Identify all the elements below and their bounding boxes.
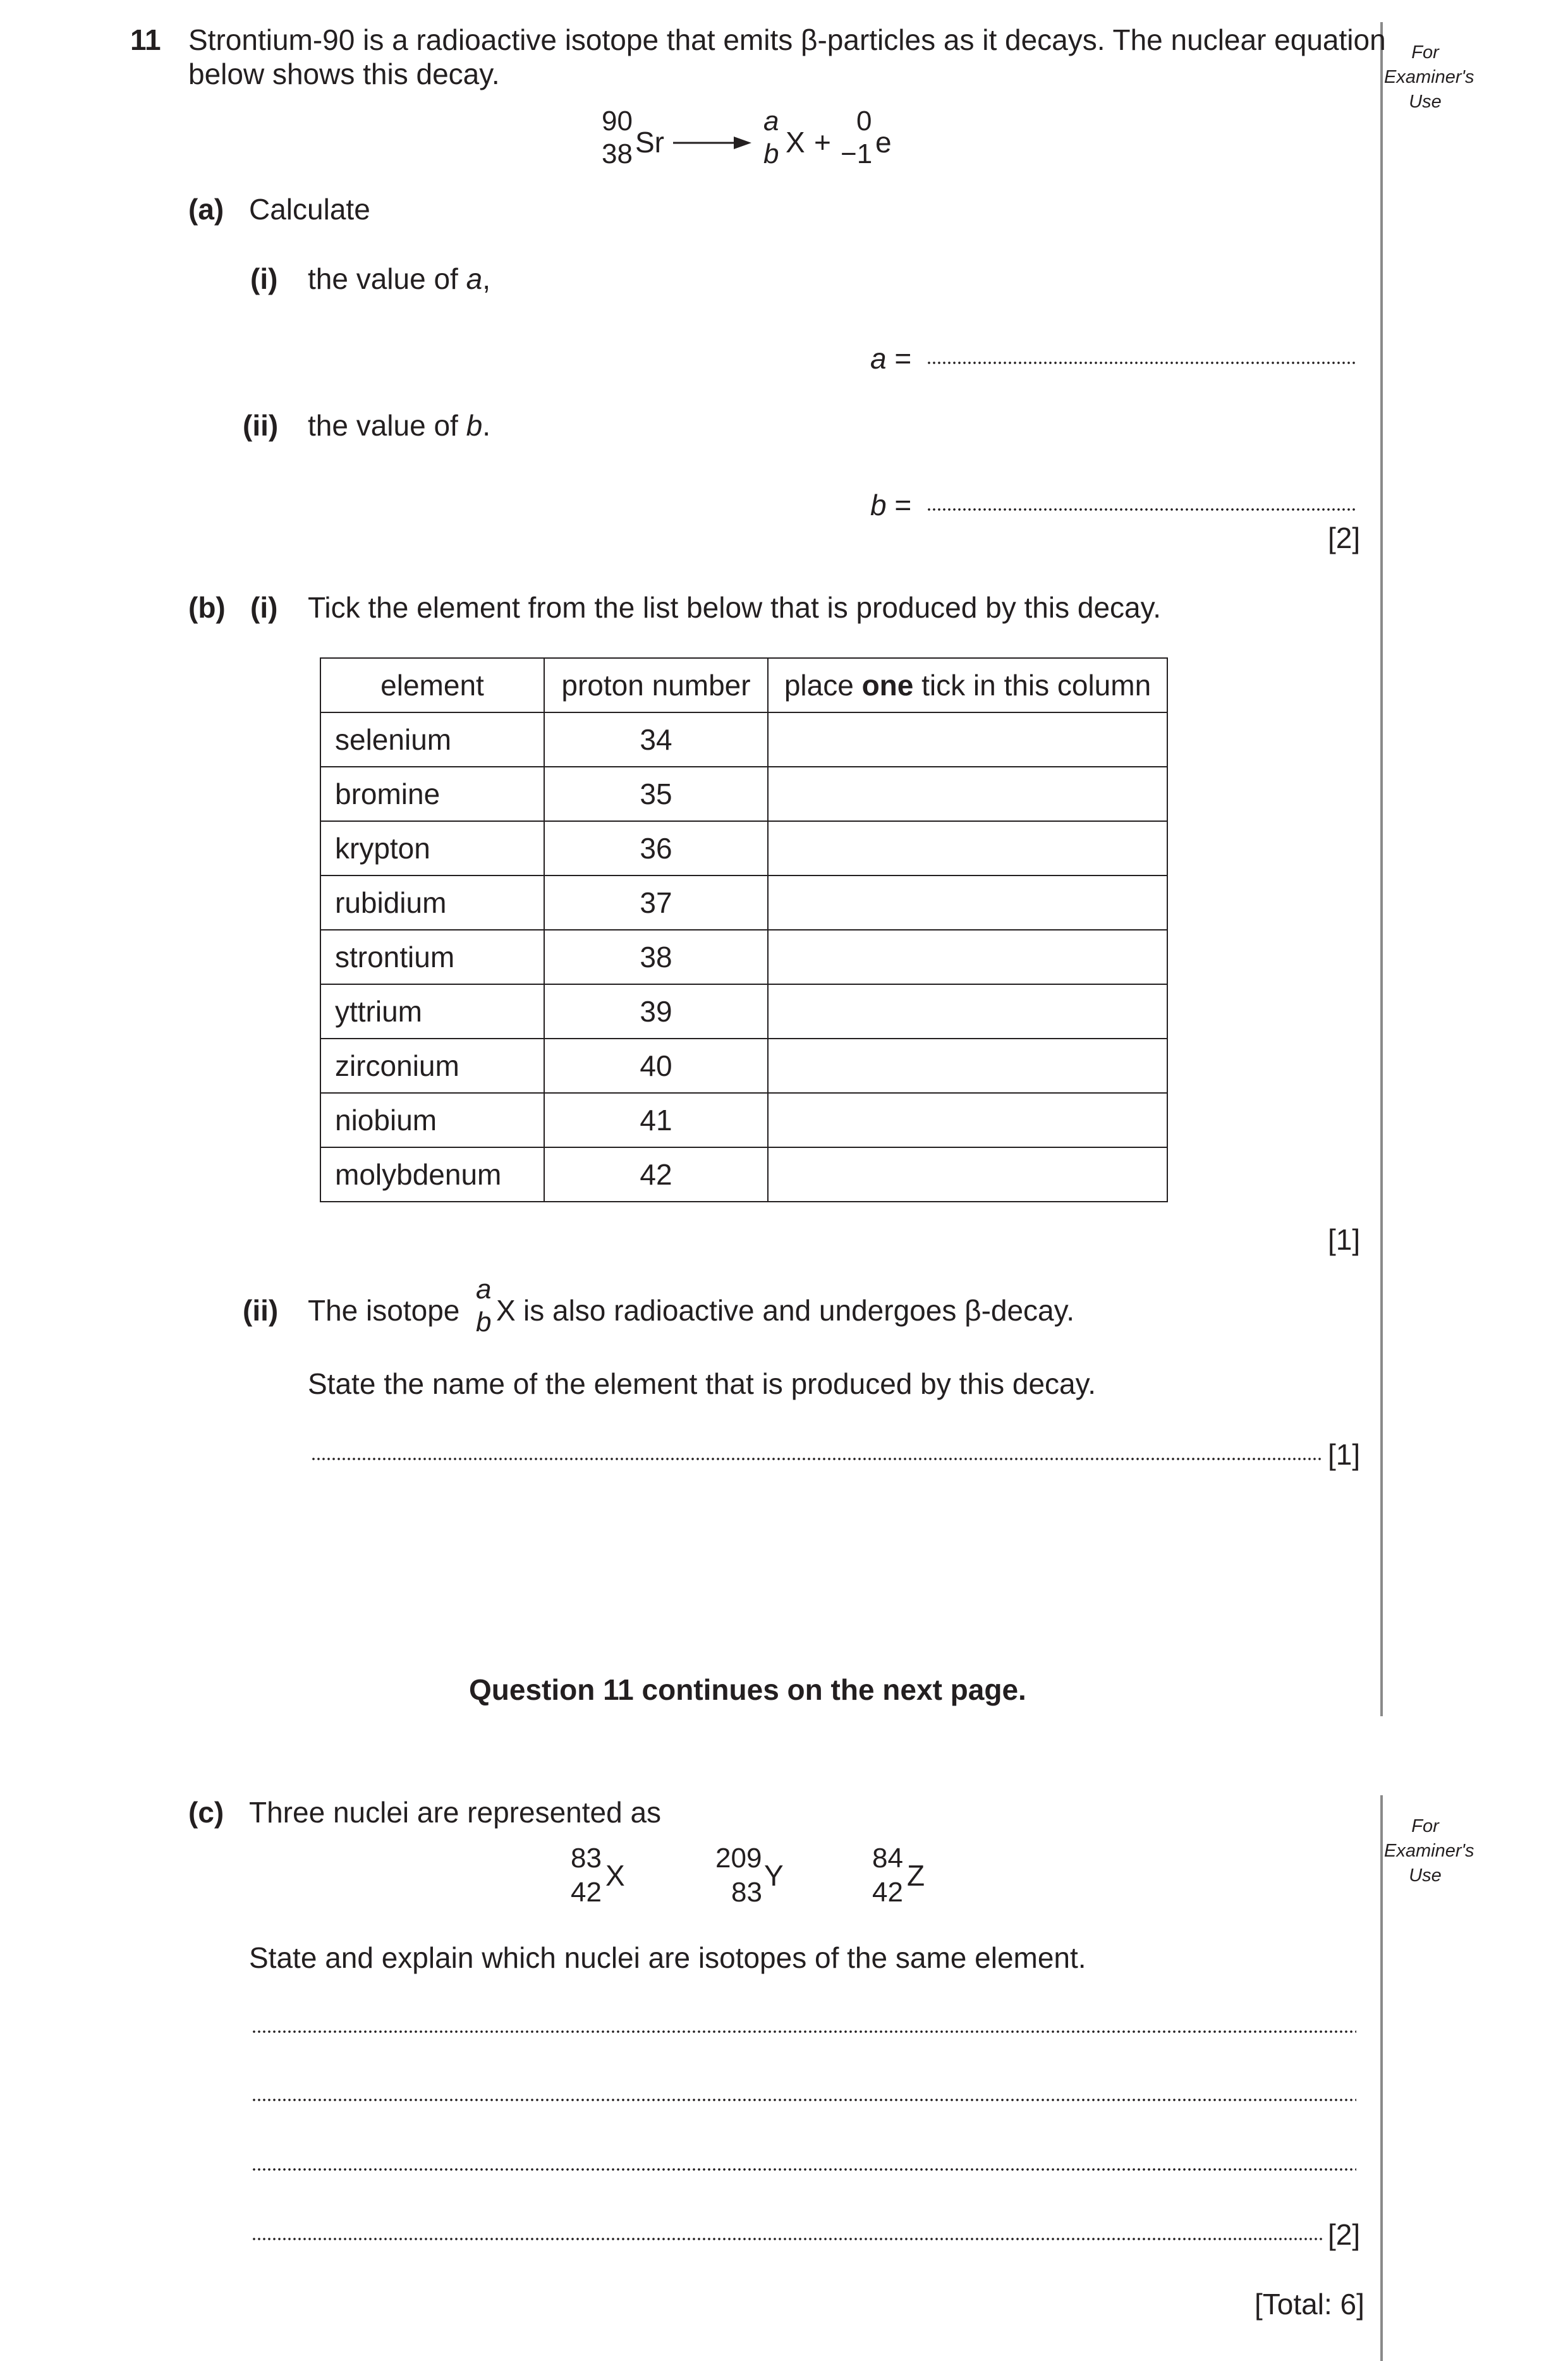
table-row xyxy=(320,984,1167,1039)
answer-a-line[interactable] xyxy=(927,362,1356,364)
equation-plus: + xyxy=(814,126,831,159)
beta-symbol: e xyxy=(875,126,892,159)
element-name: strontium xyxy=(320,930,544,984)
part-b-ii-marks: [1] xyxy=(1328,1438,1361,1471)
answer-b-label: b = xyxy=(870,489,912,522)
isotope-symbol: X xyxy=(496,1294,516,1327)
part-b-ii-label: (ii) xyxy=(243,1294,279,1327)
answer-line-c-1[interactable] xyxy=(252,2030,1356,2033)
part-c-label: (c) xyxy=(188,1796,224,1829)
sr-atomic-number: 38 xyxy=(602,138,633,169)
examiner-use-note: For Examiner's Use xyxy=(1384,42,1474,112)
nucleus-x-atomic: 42 xyxy=(571,1877,602,1908)
table-row xyxy=(320,1147,1167,1202)
continues-note: Question 11 continues on the next page. xyxy=(469,1673,1026,1706)
question-number: 11 xyxy=(130,23,161,56)
part-b-i-label: (i) xyxy=(250,591,278,624)
part-c-instruction: State and explain which nuclei are isotopes of the same element. xyxy=(249,1941,1086,1974)
element-tick-table xyxy=(320,657,1168,1202)
proton-number: 39 xyxy=(544,984,768,1039)
table-row xyxy=(320,1039,1167,1093)
part-a-text: Calculate xyxy=(249,193,370,226)
element-name: niobium xyxy=(320,1093,544,1147)
table-row xyxy=(320,767,1167,821)
proton-number: 34 xyxy=(544,712,768,767)
header-tick-column: place one tick in this column xyxy=(768,658,1167,712)
part-a-label: (a) xyxy=(188,193,224,226)
tick-cell[interactable] xyxy=(768,821,1167,875)
tick-cell[interactable] xyxy=(768,1039,1167,1093)
examiner-use-note-2: For Examiner's Use xyxy=(1384,1816,1474,1886)
part-a-ii-text: the value of b. xyxy=(308,409,490,442)
nucleus-x-mass: 83 xyxy=(571,1843,602,1874)
answer-a-label: a = xyxy=(870,342,912,375)
element-name: yttrium xyxy=(320,984,544,1039)
examiner-margin-rule xyxy=(1380,22,1383,1716)
proton-number: 37 xyxy=(544,875,768,930)
proton-number: 41 xyxy=(544,1093,768,1147)
isotope-atomic-var: b xyxy=(476,1307,492,1338)
nucleus-x-symbol: X xyxy=(605,1859,625,1892)
part-a-i-label: (i) xyxy=(250,262,278,295)
tick-cell[interactable] xyxy=(768,712,1167,767)
x-atomic-number: b xyxy=(763,138,779,169)
nucleus-y-atomic: 83 xyxy=(731,1877,762,1908)
part-a-i-text: the value of a, xyxy=(308,262,490,295)
question-intro-line1: Strontium-90 is a radioactive isotope that emits β-particles as it decays. The nuclear equation xyxy=(188,23,1386,56)
tick-cell[interactable] xyxy=(768,1093,1167,1147)
table-row xyxy=(320,875,1167,930)
part-b-ii-pre: The isotope xyxy=(308,1294,460,1327)
header-proton-number: proton number xyxy=(544,658,768,712)
element-name: molybdenum xyxy=(320,1147,544,1202)
element-name: bromine xyxy=(320,767,544,821)
proton-number: 38 xyxy=(544,930,768,984)
sr-symbol: Sr xyxy=(635,126,664,159)
element-name: rubidium xyxy=(320,875,544,930)
nucleus-z-atomic: 42 xyxy=(872,1877,903,1908)
x-symbol: X xyxy=(786,126,805,159)
part-c-marks: [2] xyxy=(1328,2218,1361,2251)
tick-cell[interactable] xyxy=(768,875,1167,930)
proton-number: 42 xyxy=(544,1147,768,1202)
part-a-ii-label: (ii) xyxy=(243,409,279,442)
beta-mass-number: 0 xyxy=(856,106,872,137)
proton-number: 36 xyxy=(544,821,768,875)
part-b-ii-instruction: State the name of the element that is produced by this decay. xyxy=(308,1367,1097,1400)
table-row xyxy=(320,712,1167,767)
proton-number: 35 xyxy=(544,767,768,821)
part-a-marks: [2] xyxy=(1328,522,1361,554)
table-header-row xyxy=(320,658,1167,712)
examiner-margin-rule-2 xyxy=(1380,1795,1383,2361)
nucleus-z-mass: 84 xyxy=(872,1843,903,1874)
tick-cell[interactable] xyxy=(768,1147,1167,1202)
element-name: krypton xyxy=(320,821,544,875)
nucleus-y-symbol: Y xyxy=(764,1859,784,1892)
tick-cell[interactable] xyxy=(768,930,1167,984)
tick-cell[interactable] xyxy=(768,984,1167,1039)
x-mass-number: a xyxy=(763,106,779,137)
table-row xyxy=(320,930,1167,984)
part-b-i-text: Tick the element from the list below that is produced by this decay. xyxy=(308,591,1161,624)
element-name: selenium xyxy=(320,712,544,767)
answer-line-c-4[interactable] xyxy=(252,2238,1322,2240)
part-c-text: Three nuclei are represented as xyxy=(249,1796,662,1829)
sr-mass-number: 90 xyxy=(602,106,633,137)
nucleus-z-symbol: Z xyxy=(907,1859,925,1892)
answer-line-c-2[interactable] xyxy=(252,2099,1356,2101)
element-name: zirconium xyxy=(320,1039,544,1093)
table-row xyxy=(320,821,1167,875)
nucleus-y-mass: 209 xyxy=(715,1843,762,1874)
isotope-mass-var: a xyxy=(476,1274,492,1305)
answer-b-line[interactable] xyxy=(927,508,1356,511)
table-row xyxy=(320,1093,1167,1147)
beta-atomic-number: −1 xyxy=(841,138,873,169)
part-b-ii-post: is also radioactive and undergoes β-decay. xyxy=(523,1294,1075,1327)
reaction-arrow-icon xyxy=(673,134,752,152)
part-b-label: (b) xyxy=(188,591,226,624)
part-b-i-marks: [1] xyxy=(1328,1223,1361,1256)
total-marks: [Total: 6] xyxy=(1255,2288,1364,2321)
answer-line-b-ii[interactable] xyxy=(311,1458,1322,1460)
tick-cell[interactable] xyxy=(768,767,1167,821)
proton-number: 40 xyxy=(544,1039,768,1093)
question-intro-line2: below shows this decay. xyxy=(188,58,500,90)
answer-line-c-3[interactable] xyxy=(252,2168,1356,2171)
header-element: element xyxy=(320,658,544,712)
